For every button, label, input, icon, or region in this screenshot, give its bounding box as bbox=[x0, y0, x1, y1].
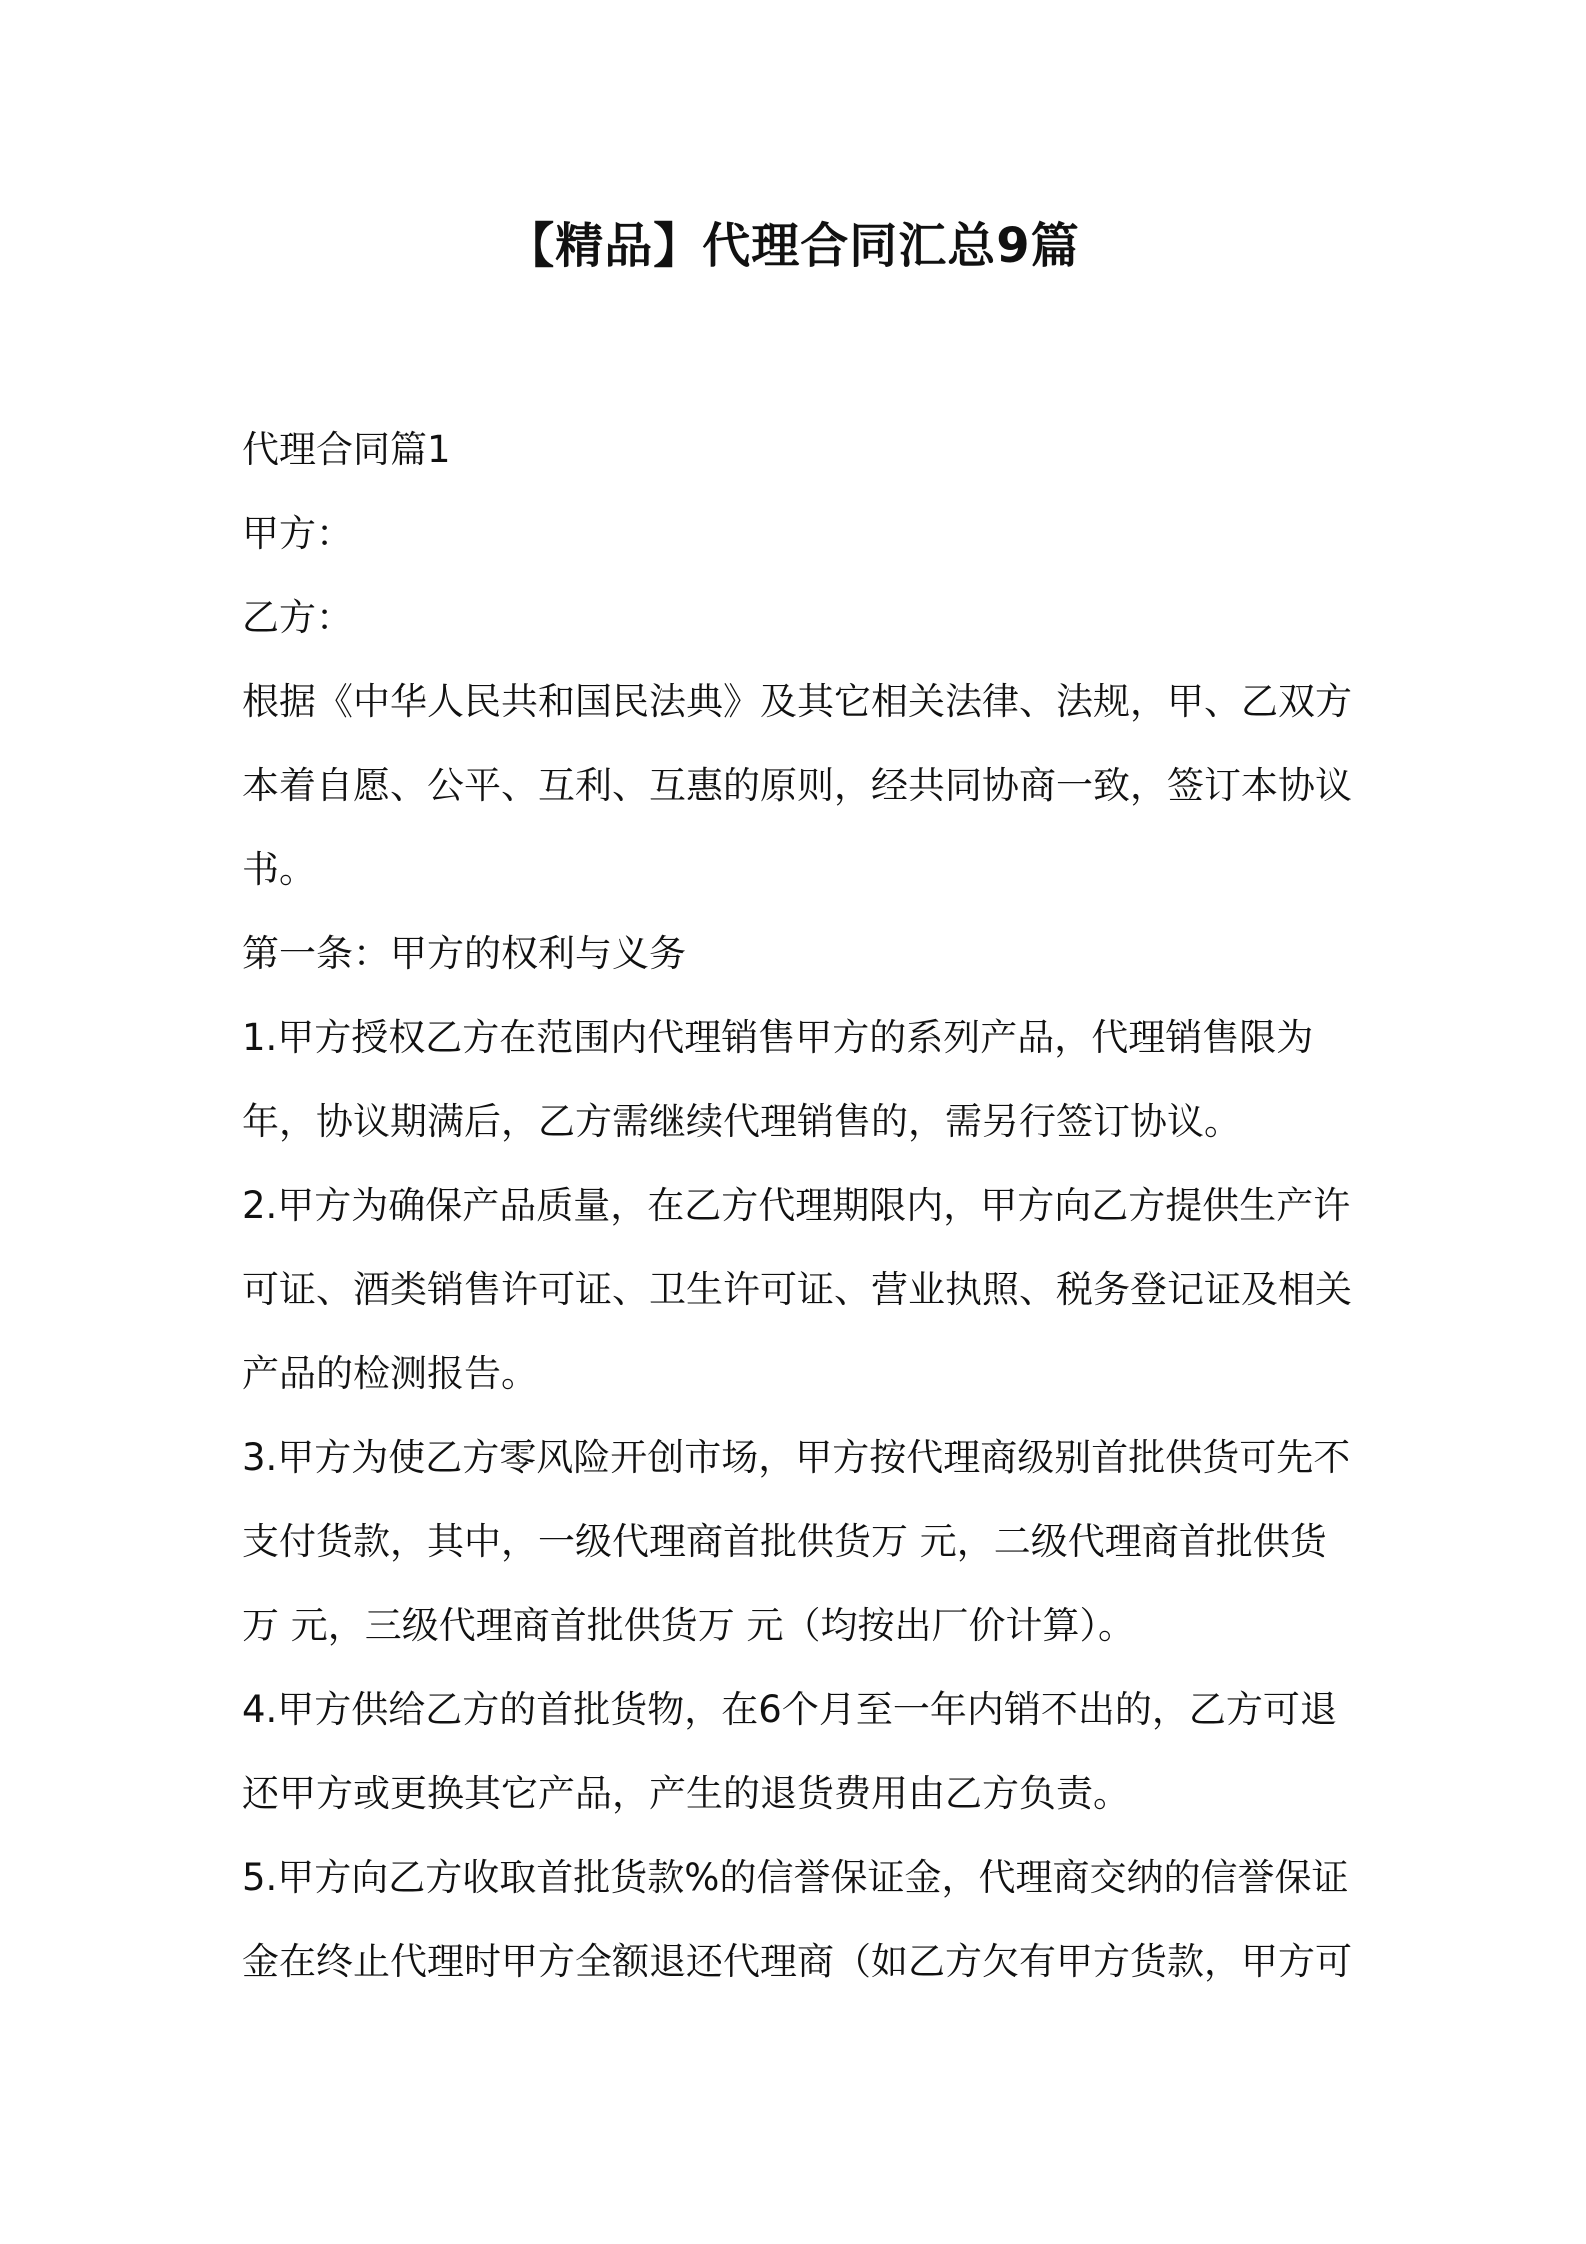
clause-3: 3.甲方为使乙方零风险开创市场，甲方按代理商级别首批供货可先不支付货款，其中，一级代理商首批供货万 元，二级代理商首批供货万 元，三级代理商首批供货万 元（均按出厂价计算）。 bbox=[242, 1436, 1351, 1647]
clause-1: 1.甲方授权乙方在范围内代理销售甲方的系列产品，代理销售限为年，协议期满后，乙方需继续代理销售的，需另行签订协议。 bbox=[242, 1016, 1314, 1143]
section-title: 代理合同篇1 bbox=[242, 428, 451, 471]
clause-2: 2.甲方为确保产品质量，在乙方代理期限内，甲方向乙方提供生产许可证、酒类销售许可证、卫生许可证、营业执照、税务登记证及相关产品的检测报告。 bbox=[242, 1184, 1352, 1395]
preamble-paragraph: 根据《中华人民共和国民法典》及其它相关法律、法规，甲、乙双方本着自愿、公平、互利、互惠的原则，经共同协商一致，签订本协议书。 bbox=[242, 680, 1352, 891]
clause-5: 5.甲方向乙方收取首批货款%的信誉保证金，代理商交纳的信誉保证金在终止代理时甲方全额退还代理商（如乙方欠有甲方货款，甲方可 bbox=[242, 1856, 1352, 1983]
clause-4: 4.甲方供给乙方的首批货物，在6个月至一年内销不出的，乙方可退还甲方或更换其它产品，产生的退货费用由乙方负责。 bbox=[242, 1688, 1337, 1815]
article-1-heading: 第一条：甲方的权利与义务 bbox=[242, 932, 686, 975]
document-body bbox=[242, 408, 1362, 2004]
party-b-label: 乙方： bbox=[242, 596, 353, 639]
party-a-label: 甲方： bbox=[242, 512, 353, 555]
document-title: 【精品】代理合同汇总9篇 bbox=[506, 218, 1080, 274]
